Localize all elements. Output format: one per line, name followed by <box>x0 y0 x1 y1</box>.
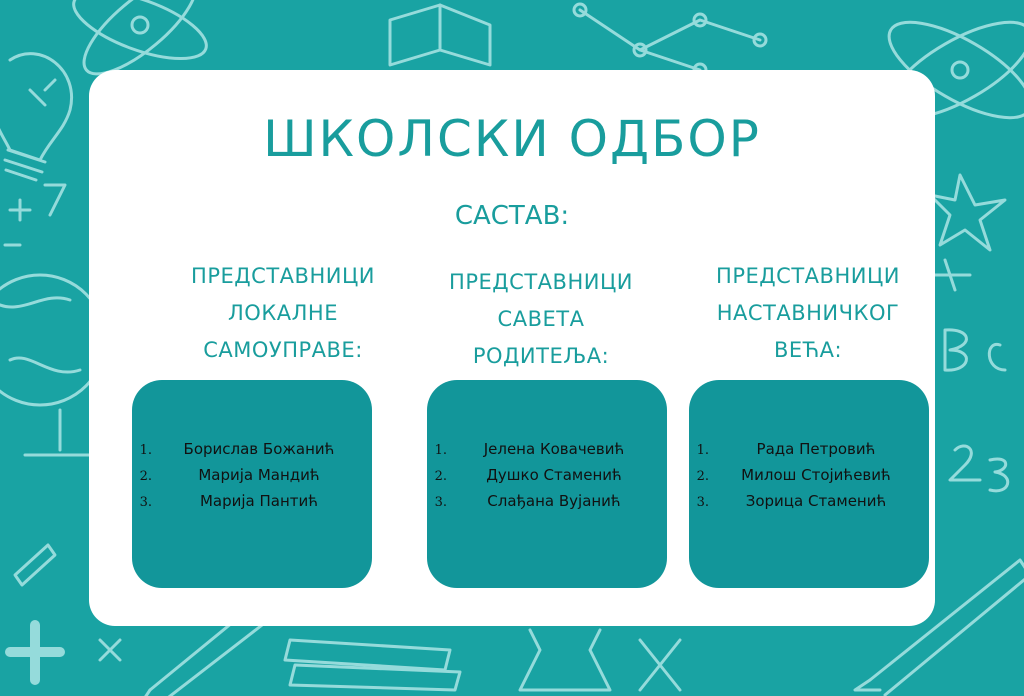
list-item <box>427 466 667 492</box>
member-name: Душко Стаменић <box>486 466 622 484</box>
list-item <box>427 492 667 518</box>
list-item <box>132 466 372 492</box>
item-number: 2. <box>139 469 152 484</box>
list-item <box>427 440 667 466</box>
item-number: 3. <box>434 495 447 510</box>
composition-subtitle: САСТАВ: <box>454 201 570 231</box>
heading-line: ЛОКАЛНЕ <box>228 301 338 325</box>
item-number: 1. <box>434 443 447 458</box>
book-icon <box>390 5 490 65</box>
column-heading-local-government <box>163 258 403 369</box>
member-name: Марија Мандић <box>198 466 320 484</box>
members-list <box>427 440 667 518</box>
list-item <box>689 466 929 492</box>
members-box-teachers-council <box>689 380 929 588</box>
members-list <box>132 440 372 518</box>
item-number: 2. <box>696 469 709 484</box>
member-name: Марија Пантић <box>199 492 319 510</box>
member-name: Борислав Божанић <box>183 440 335 458</box>
members-list <box>689 440 929 518</box>
heading-line: САВЕТА <box>497 307 585 331</box>
flask-icon <box>520 630 680 690</box>
list-item <box>689 440 929 466</box>
heading-line: РОДИТЕЉА: <box>472 344 610 368</box>
lightbulb-icon <box>0 54 72 180</box>
item-number: 2. <box>434 469 447 484</box>
heading-line: ВЕЋА: <box>773 338 843 362</box>
column-heading-parents-council <box>421 264 661 375</box>
heading-line: ПРЕДСТАВНИЦИ <box>716 264 900 288</box>
star-icon <box>930 175 1005 290</box>
list-item <box>689 492 929 518</box>
info-card <box>89 70 935 626</box>
molecule-icon <box>574 4 766 76</box>
heading-line: ПРЕДСТАВНИЦИ <box>191 264 375 288</box>
member-name: Слађана Вујанић <box>487 492 621 510</box>
item-number: 3. <box>696 495 709 510</box>
member-name: Милош Стојићевић <box>741 466 891 484</box>
member-name: Јелена Ковачевић <box>483 440 625 458</box>
letters-icon <box>945 330 1008 491</box>
books-stack-icon <box>285 640 460 690</box>
item-number: 3. <box>139 495 152 510</box>
member-name: Рада Петровић <box>756 440 876 458</box>
ruler-icon <box>15 545 55 585</box>
list-item <box>132 492 372 518</box>
page-title: ШКОЛСКИ ОДБОР <box>263 110 761 168</box>
member-name: Зорица Стаменић <box>745 492 887 510</box>
members-box-local-government <box>132 380 372 588</box>
heading-line: ПРЕДСТАВНИЦИ <box>449 270 633 294</box>
item-number: 1. <box>696 443 709 458</box>
heading-line: НАСТАВНИЧКОГ <box>716 301 900 325</box>
heading-line: САМОУПРАВЕ: <box>203 338 363 362</box>
column-heading-teachers-council <box>688 258 928 369</box>
item-number: 1. <box>139 443 152 458</box>
list-item <box>132 440 372 466</box>
members-box-parents-council <box>427 380 667 588</box>
